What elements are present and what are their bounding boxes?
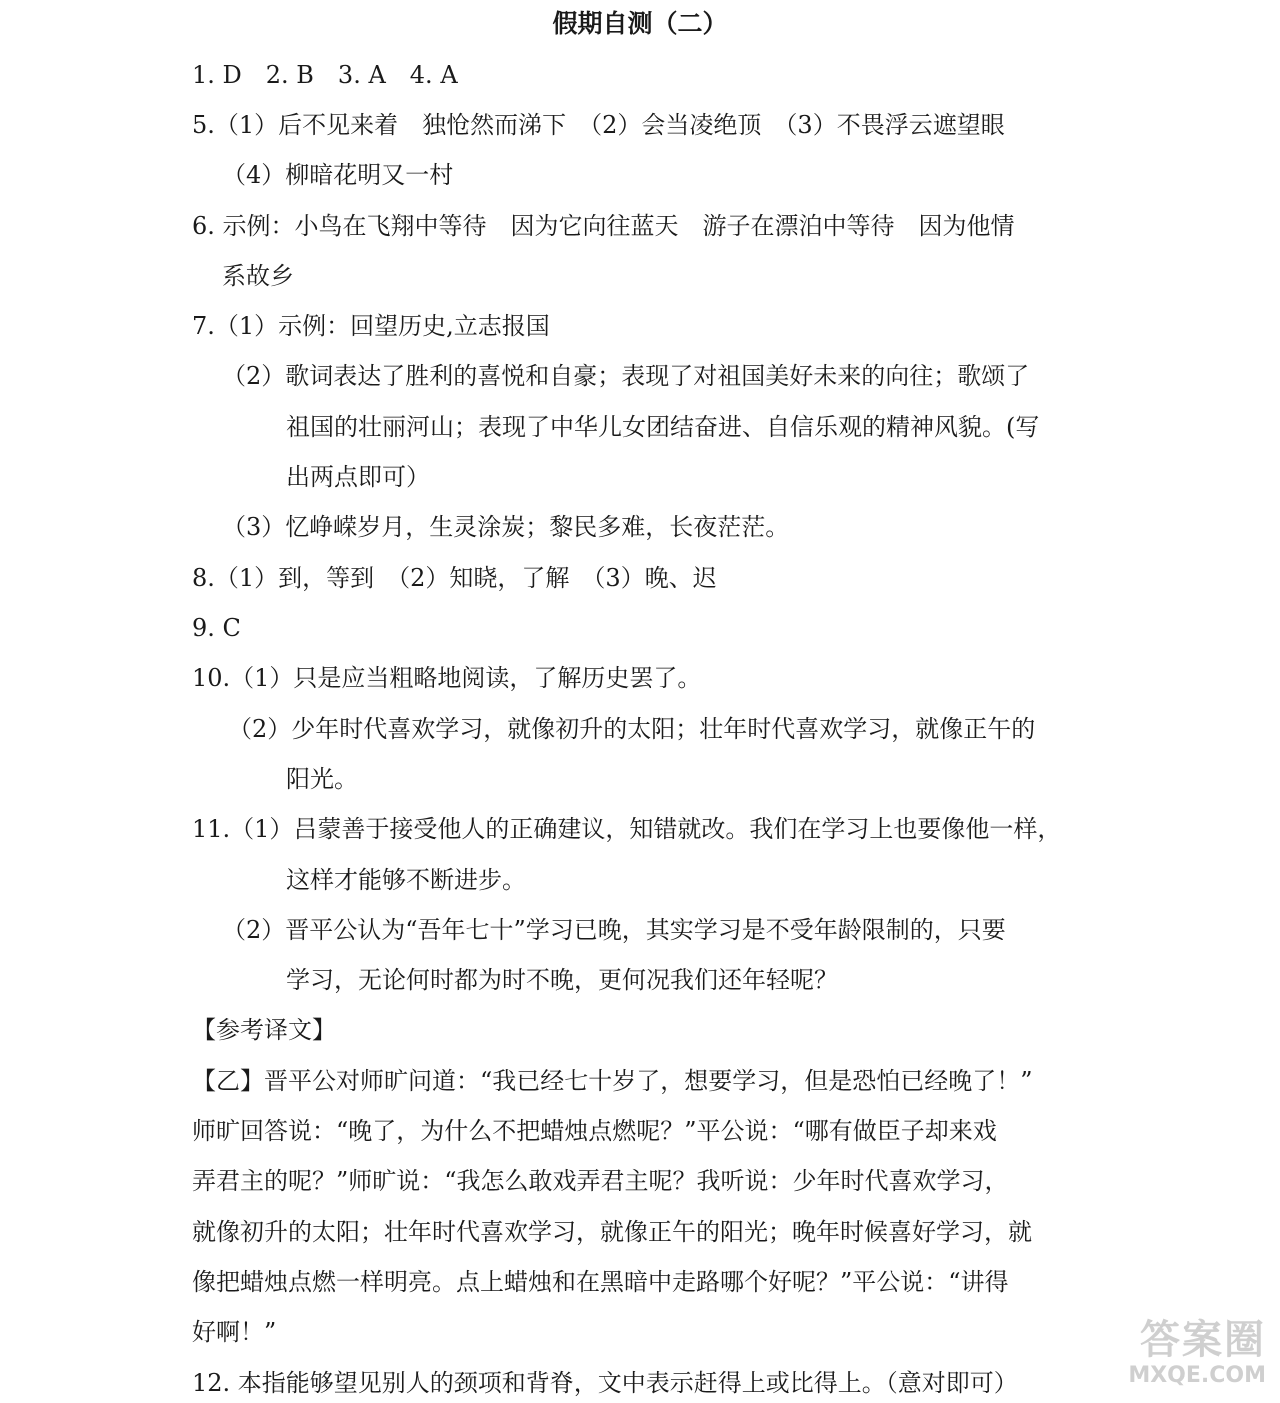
translation-line-3: 弄君主的呢？”师旷说：“我怎么敢戏弄君主呢？我听说：少年时代喜欢学习，: [192, 1167, 1009, 1195]
page-title: 假期自测（二）: [552, 9, 728, 38]
answer-line-11-1: 11.（1）吕蒙善于接受他人的正确建议，知错就改。我们在学习上也要像他一样，: [192, 815, 1062, 843]
answer-line-10-2: （2）少年时代喜欢学习，就像初升的太阳；壮年时代喜欢学习，就像正午的: [228, 715, 1036, 743]
answer-line-7-2-cont2: 出两点即可）: [286, 463, 430, 491]
answer-line-1: 1. D 2. B 3. A 4. A: [192, 61, 458, 89]
translation-line-1: 【乙】晋平公对师旷问道：“我已经七十岁了，想要学习，但是恐怕已经晚了！”: [192, 1067, 1033, 1095]
answer-line-12: 12. 本指能够望见别人的颈项和背脊，文中表示赶得上或比得上。（意对即可）: [192, 1369, 1018, 1397]
answer-line-5: 5.（1）后不见来着 独怆然而涕下 （2）会当凌绝顶 （3）不畏浮云遮望眼: [192, 111, 1005, 139]
translation-line-2: 师旷回答说：“晚了，为什么不把蜡烛点燃呢？”平公说：“哪有做臣子却来戏: [192, 1117, 997, 1145]
answer-line-10-1: 10.（1）只是应当粗略地阅读，了解历史罢了。: [192, 664, 702, 692]
answer-line-7-2: （2）歌词表达了胜利的喜悦和自豪；表现了对祖国美好未来的向往；歌颂了: [222, 362, 1030, 390]
answer-line-7-1: 7.（1）示例：回望历史,立志报国: [192, 312, 550, 340]
answer-line-6: 6. 示例：小鸟在飞翔中等待 因为它向往蓝天 游子在漂泊中等待 因为他情: [192, 212, 1015, 240]
translation-line-6: 好啊！”: [192, 1318, 277, 1346]
watermark-domain: MXQE.COM: [1128, 1363, 1266, 1388]
answer-line-11-1-cont: 这样才能够不断进步。: [286, 866, 526, 894]
answer-line-5-cont: （4）柳暗花明又一村: [222, 161, 454, 189]
answer-line-9: 9. C: [192, 614, 241, 642]
answer-line-7-3: （3）忆峥嵘岁月，生灵涂炭；黎民多难，长夜茫茫。: [222, 513, 790, 541]
answer-line-11-2-cont: 学习，无论何时都为时不晚，更何况我们还年轻呢？: [286, 966, 838, 994]
watermark: [1096, 1317, 1266, 1395]
answer-line-7-2-cont: 祖国的壮丽河山；表现了中华儿女团结奋进、自信乐观的精神风貌。(写: [286, 413, 1040, 441]
translation-line-4: 就像初升的太阳；壮年时代喜欢学习，就像正午的阳光；晚年时候喜好学习，就: [192, 1218, 1032, 1246]
answer-line-10-2-cont: 阳光。: [286, 765, 358, 793]
answer-line-11-2: （2）晋平公认为“吾年七十”学习已晚，其实学习是不受年龄限制的，只要: [222, 916, 1006, 944]
answer-line-8: 8.（1）到，等到 （2）知晓，了解 （3）晚、迟: [192, 564, 717, 592]
reference-translation-heading: 【参考译文】: [192, 1016, 336, 1044]
watermark-logo-text: 答案圈: [1140, 1317, 1266, 1363]
answer-line-6-cont: 系故乡: [222, 262, 294, 290]
translation-line-5: 像把蜡烛点燃一样明亮。点上蜡烛和在黑暗中走路哪个好呢？”平公说：“讲得: [192, 1268, 1009, 1296]
